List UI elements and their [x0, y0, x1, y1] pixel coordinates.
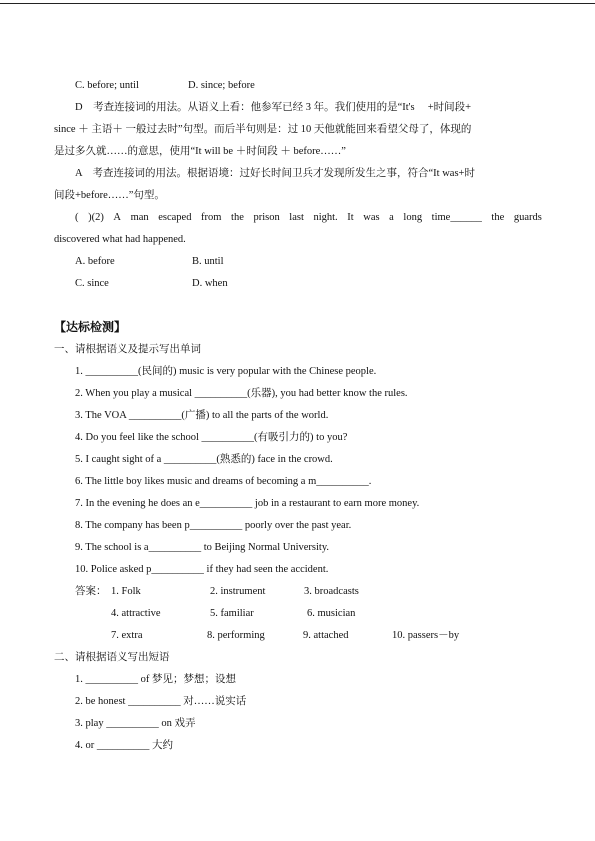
q2-word: prison: [253, 212, 280, 223]
explanation-d-line1: D 考查连接词的用法。从语义上看：他参军已经 3 年。我们使用的是“It's +时间段+: [75, 102, 472, 113]
answer-7: 7. extra: [111, 630, 143, 641]
answer-3: 3. broadcasts: [304, 586, 359, 597]
answer-6: 6. musician: [307, 608, 356, 619]
part2-item-2: 2. be honest __________ 对……说实话: [75, 696, 247, 707]
part1-item-4: 4. Do you feel like the school __________(有吸引力的) to you?: [75, 432, 348, 443]
part1-item-3: 3. The VOA __________(广播) to all the parts of the world.: [75, 410, 329, 421]
part1-item-1: 1. __________(民间的) music is very popular with the Chinese people.: [75, 366, 377, 377]
q2-word: from: [201, 212, 222, 223]
answer-9: 9. attached: [303, 630, 349, 641]
part1-item-10: 10. Police asked p__________ if they had seen the accident.: [75, 564, 329, 575]
q2-word: It: [347, 212, 354, 223]
q2-word: last: [289, 212, 304, 223]
explanation-a-line1: A 考查连接词的用法。根据语境：过好长时间卫兵才发现所发生之事，符合“It was+时: [75, 168, 475, 179]
part2-item-3: 3. play __________ on 戏弄: [75, 718, 196, 729]
section-heading: 【达标检测】: [54, 320, 127, 334]
q2-word: time______: [431, 212, 482, 223]
answer-10: 10. passers－by: [392, 630, 460, 641]
part2-title: 二、请根据语义写出短语: [54, 652, 170, 663]
part1-item-5: 5. I caught sight of a __________(熟悉的) face in the crowd.: [75, 454, 333, 465]
part2-item-1: 1. __________ of 梦见；梦想；设想: [75, 674, 236, 685]
q2-word: night.: [313, 212, 338, 223]
part1-item-8: 8. The company has been p__________ poorly over the past year.: [75, 520, 352, 531]
part2-item-4: 4. or __________ 大约: [75, 740, 173, 751]
q2-word: was: [363, 212, 380, 223]
header-rule: [0, 3, 595, 4]
part1-item-6: 6. The little boy likes music and dreams of becoming a m__________.: [75, 476, 372, 487]
explanation-a-line2: 间段+before……”句型。: [54, 190, 165, 201]
answer-8: 8. performing: [207, 630, 265, 641]
part1-title: 一、请根据语义及提示写出单词: [54, 344, 201, 355]
explanation-d-line2: since ＋ 主语＋ 一般过去时”句型。而后半句则是：过 10 天他就能回来看望父母了，体现的: [54, 124, 472, 135]
part1-item-2: 2. When you play a musical __________(乐器), you had better know the rules.: [75, 388, 408, 399]
q2-word: A: [113, 212, 121, 223]
q2-option-c: C. since: [75, 278, 109, 289]
answer-1: 1. Folk: [111, 586, 141, 597]
q2-word: long: [403, 212, 423, 223]
answer-label: 答案：: [75, 586, 107, 597]
q2-word: (: [75, 212, 79, 223]
question-2-line1: [75, 211, 542, 225]
answer-4: 4. attractive: [111, 608, 161, 619]
option-d-prev: D. since; before: [188, 80, 255, 91]
q2-word: escaped: [158, 212, 192, 223]
option-c-prev: C. before; until: [75, 80, 139, 91]
q2-option-d: D. when: [192, 278, 228, 289]
answer-2: 2. instrument: [210, 586, 266, 597]
part1-item-7: 7. In the evening he does an e__________ job in a restaurant to earn more money.: [75, 498, 420, 509]
q2-word: )(2): [88, 212, 104, 223]
q2-word: a: [389, 212, 394, 223]
answer-5: 5. familiar: [210, 608, 254, 619]
question-2-line2: discovered what had happened.: [54, 234, 186, 245]
q2-word: the: [231, 212, 244, 223]
q2-option-a: A. before: [75, 256, 115, 267]
q2-word: man: [130, 212, 149, 223]
explanation-d-line3: 是过多久就……的意思，使用“It will be ＋时间段 ＋ before……”: [54, 146, 346, 157]
q2-option-b: B. until: [192, 256, 224, 267]
q2-word: guards: [513, 212, 542, 223]
part1-item-9: 9. The school is a__________ to Beijing Normal University.: [75, 542, 330, 553]
q2-word: the: [491, 212, 505, 223]
